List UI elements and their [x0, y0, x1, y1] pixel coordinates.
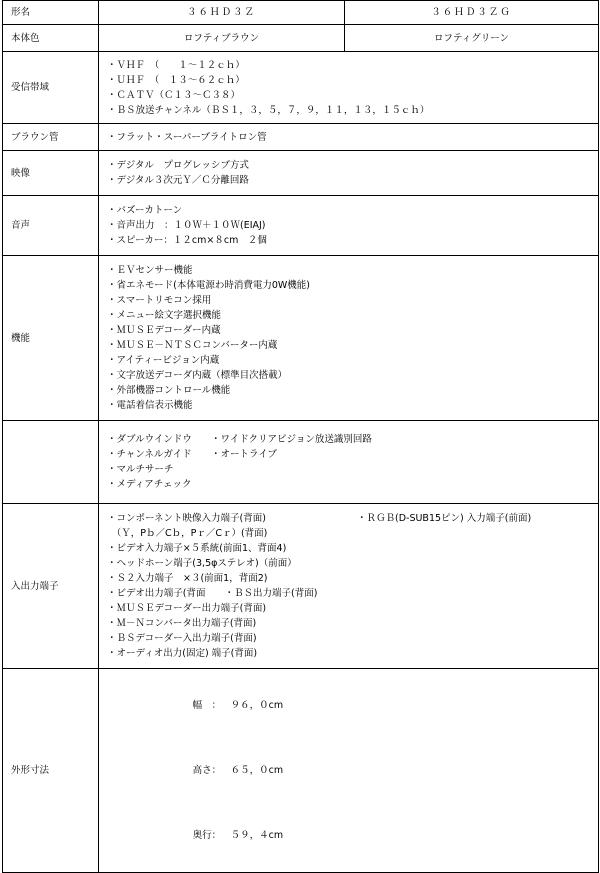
io-values — [99, 504, 599, 669]
dimension-value: ９６，０cm — [221, 700, 284, 711]
row-features — [3, 256, 599, 421]
row-reception — [3, 52, 599, 124]
feature-pair-left: ・チャンネルガイド — [107, 449, 192, 460]
tube-line: ・フラット・スーパーブライトロン管 — [107, 131, 267, 143]
row-features-extra — [3, 421, 599, 504]
feature-line: ・アイティービジョン内蔵 — [107, 355, 220, 366]
dimension-value: ５９，４cm — [221, 830, 284, 841]
audio-values — [99, 196, 599, 256]
feature-pair-right: ・ワイドクリアビジョン放送識別回路 — [211, 434, 372, 445]
video-label: 映像 — [3, 151, 99, 196]
dimension-key: 幅 ： — [192, 700, 222, 711]
reception-line: ・ＶＨＦ （ １～１２ｃｈ） — [107, 59, 245, 71]
io-line: ・ビデオ入力端子×５系統(前面1、背面4) — [107, 543, 287, 554]
feature-line: ・メニュー絵文字選択機能 — [107, 310, 222, 321]
io-line: （Ｙ，Pｂ／Cｂ，Pｒ／Cｒ）(背面) — [107, 528, 268, 539]
feature-pair — [107, 447, 598, 462]
feature-line: ・スマートリモコン採用 — [107, 295, 212, 306]
dimension-width — [99, 677, 598, 734]
features-label: 機能 — [3, 256, 99, 421]
io-line: ・Ｍ－Ｎコンバータ出力端子(背面) — [107, 618, 257, 629]
body-color-a: ロフティブラウン — [99, 25, 345, 52]
dimensions-label: 外形寸法 — [3, 669, 99, 873]
io-first-row — [107, 511, 598, 526]
video-line: ・デジタル３次元Ｙ／Ｃ分離回路 — [107, 175, 249, 186]
io-first-right: ・ＲＧＢ(D-SUB15ピン) 入力端子(前面) — [357, 513, 532, 524]
row-body-color — [3, 25, 599, 52]
reception-line: ・ＣＡＴＶ（Ｃ１３～Ｃ３８） — [107, 89, 241, 101]
feature-pair-left: ・ダブルウインドウ — [107, 434, 192, 445]
row-tube — [3, 124, 599, 151]
row-dimensions — [3, 669, 599, 873]
row-video — [3, 151, 599, 196]
io-line: ・ＢＳデコーダー入出力端子(背面) — [107, 633, 257, 644]
dimension-value: ６５，０cm — [221, 765, 284, 776]
io-line: ・ヘッドホーン端子(3,5φステレオ)（前面） — [107, 558, 297, 569]
reception-values — [99, 52, 599, 124]
video-line: ・デジタル プログレッシブ方式 — [107, 160, 249, 171]
feature-line: ・省エネモード(本体電源わ時消費電力0W機能) — [107, 280, 310, 291]
dimension-key: 奥行： — [192, 830, 222, 841]
feature-pair-right: ・オートライブ — [211, 449, 277, 460]
reception-label: 受信帯域 — [3, 52, 99, 124]
dimension-height — [99, 742, 598, 799]
feature-line: ・外部機器コントロール機能 — [107, 385, 231, 396]
body-color-label: 本体色 — [3, 25, 99, 52]
row-model — [3, 1, 599, 25]
feature-line: ・マルチサーチ — [107, 464, 174, 475]
features-extra-label — [3, 421, 99, 504]
row-io — [3, 504, 599, 669]
video-values — [99, 151, 599, 196]
model-a: ３６ＨＤ３Ｚ — [99, 1, 345, 25]
features-values — [99, 256, 599, 421]
feature-line: ・文字放送デコーダ内蔵（標準目次搭載） — [107, 370, 288, 381]
body-color-b: ロフティグリーン — [345, 25, 599, 52]
feature-line: ・電話着信表示機能 — [107, 400, 193, 411]
tube-label: ブラウン管 — [3, 124, 99, 151]
dimensions-values — [99, 669, 599, 873]
spec-table — [2, 0, 599, 873]
dimension-depth — [99, 807, 598, 864]
tube-values — [99, 124, 599, 151]
audio-line: ・スピーカー：１２cm×８cm ２個 — [107, 235, 267, 246]
reception-line: ・ＢＳ放送チャンネル（ＢＳ１，３，５，７，９，１１，１３，１５ｃｈ） — [107, 104, 430, 116]
audio-line: ・音声出力 ：１０Ｗ＋１０Ｗ(EIAJ) — [107, 220, 266, 231]
dimension-key: 高さ： — [192, 765, 222, 776]
model-b: ３６ＨＤ３ＺＧ — [345, 1, 599, 25]
io-label: 入出力端子 — [3, 504, 99, 669]
features-extra-values — [99, 421, 599, 504]
feature-pair — [107, 432, 598, 447]
io-line: ・Ｓ２入力端子 ×３(前面1，背面2) — [107, 573, 268, 584]
feature-line: ・ＥＶセンサー機能 — [107, 265, 193, 276]
model-label: 形名 — [3, 1, 99, 25]
io-line: ・ビデオ出力端子(背面 ・ＢＳ出力端子(背面) — [107, 588, 318, 599]
feature-line: ・ＭＵＳＥ－ＮＴＳＣコンバーター内蔵 — [107, 340, 278, 351]
io-line: ・オーディオ出力(固定) 端子(背面) — [107, 648, 258, 659]
io-first-left: ・コンポーネント映像入力端子(背面) — [107, 513, 266, 524]
row-audio — [3, 196, 599, 256]
audio-line: ・バズーカトーン — [107, 205, 183, 216]
feature-line: ・ＭＵＳＥデコーダー内蔵 — [107, 325, 221, 336]
feature-line: ・メディアチェック — [107, 479, 192, 490]
audio-label: 音声 — [3, 196, 99, 256]
reception-line: ・ＵＨＦ （ １３～６２ｃｈ） — [107, 74, 245, 86]
io-line: ・ＭＵＳＥデコーダー出力端子(背面) — [107, 603, 267, 614]
